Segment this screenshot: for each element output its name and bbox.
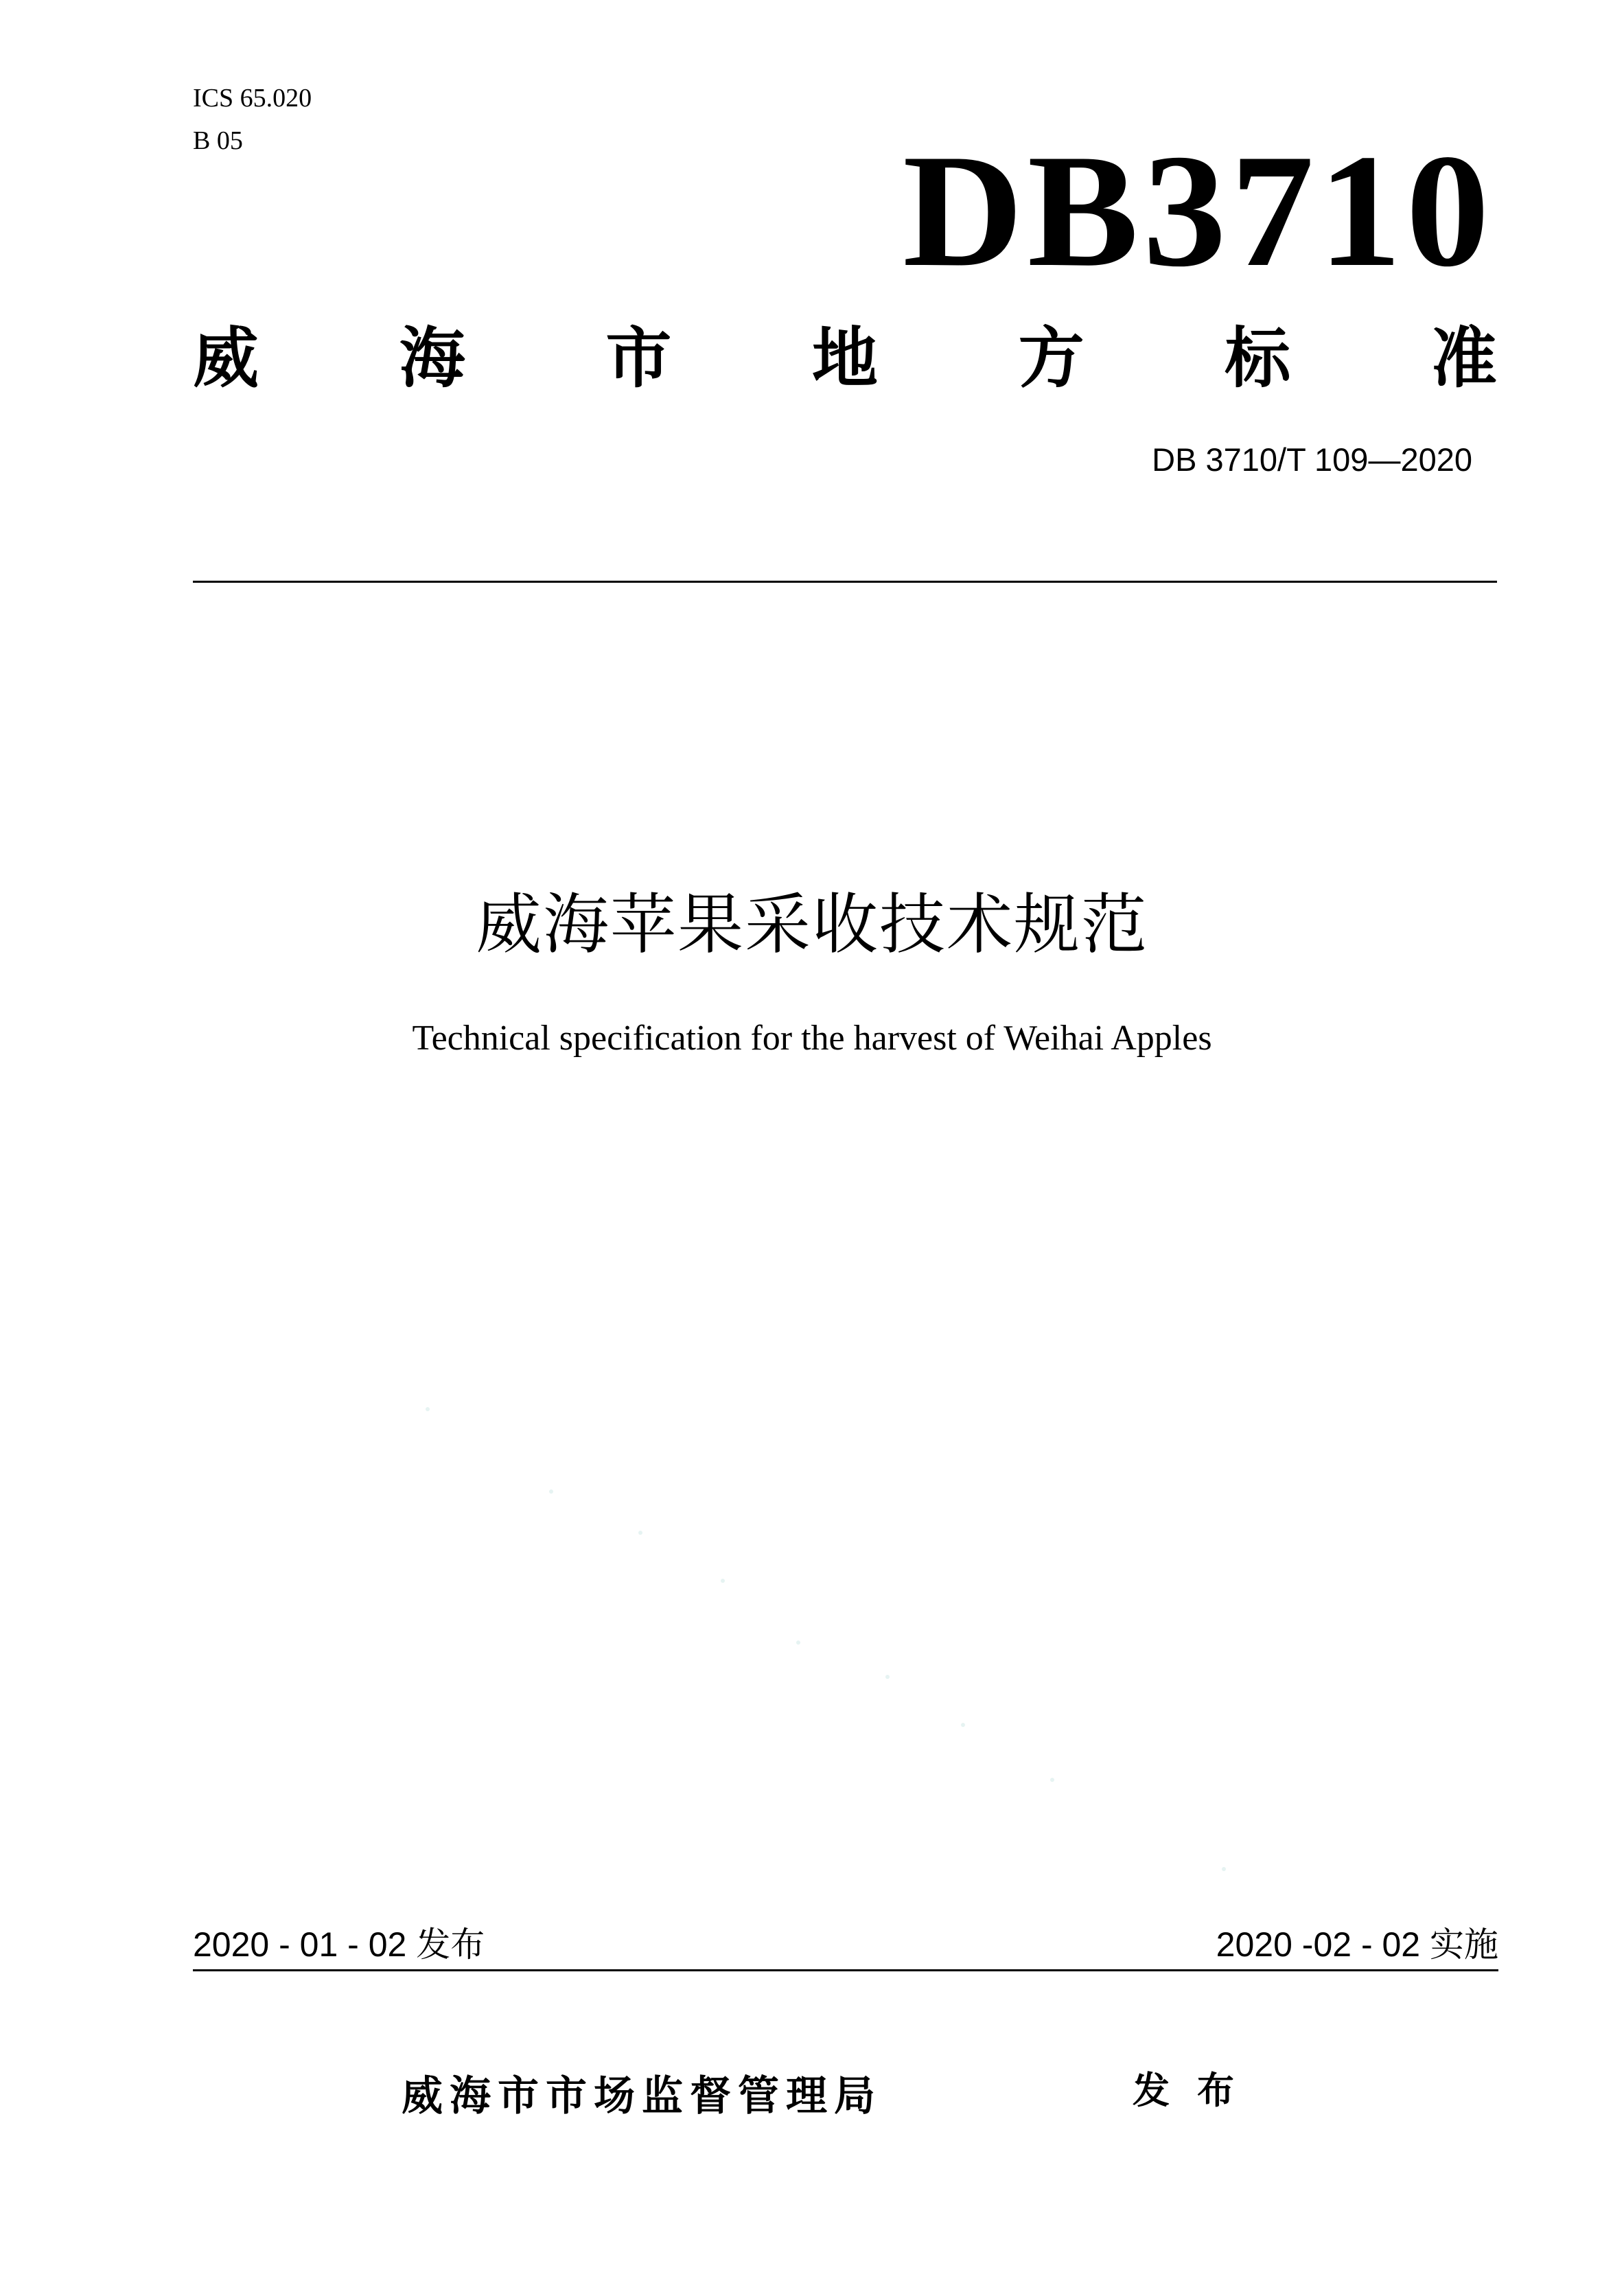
issue-date: 2020 - 01 - 02 发布 (193, 1925, 485, 1964)
scan-speck (961, 1723, 965, 1727)
standard-type-char: 海 (399, 320, 465, 397)
issuing-authority: 威海市市场监督管理局 (402, 2072, 882, 2120)
implementation-date: 2020 -02 - 02 实施 (1216, 1925, 1498, 1964)
standard-type-char: 威 (193, 320, 259, 397)
scan-speck (638, 1531, 642, 1535)
standard-type-title (193, 317, 1497, 399)
standard-type-char: 方 (1018, 320, 1084, 397)
standard-type-char: 标 (1225, 320, 1291, 397)
scan-speck (426, 1407, 430, 1411)
standard-code-logo: DB3710 (903, 121, 1494, 301)
scan-speck (549, 1489, 553, 1494)
issue-label: 发布 (1133, 2069, 1262, 2112)
standard-type-char: 市 (605, 320, 672, 397)
footer-divider (193, 1969, 1498, 1971)
scan-speck (721, 1579, 725, 1583)
document-title-en: Technical specification for the harvest of Weihai Apples (412, 1019, 1212, 1058)
standard-type-char: 地 (811, 320, 878, 397)
header-divider (193, 581, 1497, 583)
standard-number: DB 3710/T 109—2020 (1152, 441, 1472, 478)
scan-speck (796, 1640, 800, 1645)
document-title-zh: 威海苹果采收技术规范 (476, 886, 1148, 963)
standard-type-char: 准 (1430, 320, 1497, 397)
ics-code: ICS 65.020 (193, 84, 312, 113)
scan-speck (1222, 1867, 1226, 1871)
scan-speck (885, 1675, 890, 1679)
scan-speck (1050, 1778, 1054, 1782)
ccs-code: B 05 (193, 126, 243, 155)
